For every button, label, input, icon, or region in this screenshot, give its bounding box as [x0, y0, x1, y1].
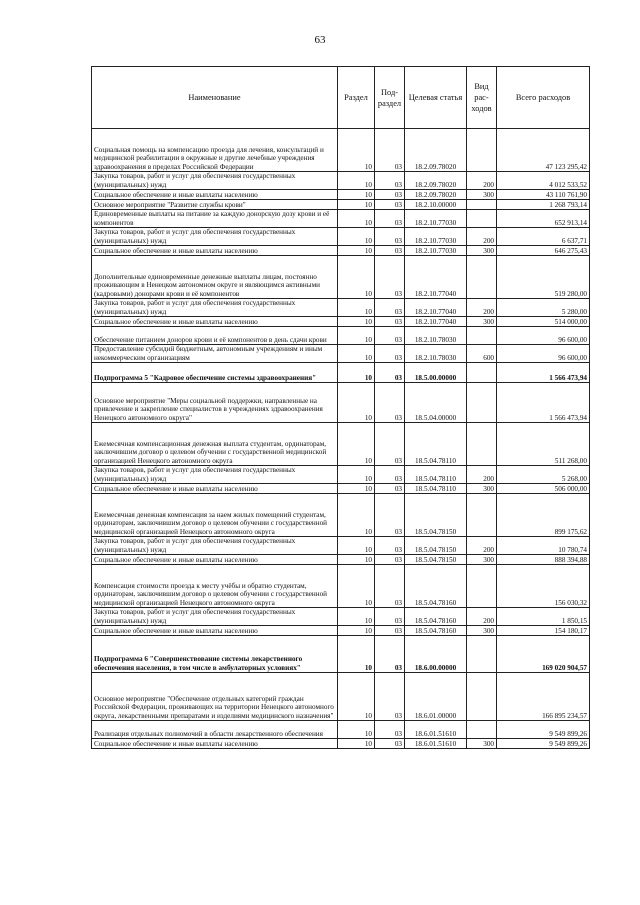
table-row: [92, 190, 590, 200]
cell-subsection: 03: [375, 327, 405, 345]
cell-total: 9 549 899,26: [497, 721, 590, 739]
budget-table: [91, 66, 590, 749]
cell-target: 18.2.10.78030: [405, 345, 467, 363]
cell-subsection: 03: [375, 423, 405, 466]
cell-total: 96 600,00: [497, 345, 590, 363]
cell-total: 506 000,00: [497, 484, 590, 494]
cell-total: 519 280,00: [497, 256, 590, 299]
cell-total: 154 180,17: [497, 626, 590, 636]
cell-subsection: 03: [375, 228, 405, 246]
cell-target: 18.2.10.77030: [405, 246, 467, 256]
cell-total: 899 175,62: [497, 494, 590, 537]
cell-type: 300: [467, 317, 497, 327]
cell-type: [467, 256, 497, 299]
header-name: Наименование: [92, 67, 338, 129]
cell-subsection: 03: [375, 494, 405, 537]
cell-target: 18.6.00.00000: [405, 636, 467, 673]
cell-name: Закупка товаров, работ и услуг для обеспечения государственных (муниципальных) нужд: [92, 299, 338, 317]
cell-name: Подпрограмма 5 "Кадровое обеспечение системы здравоохранения": [92, 363, 338, 383]
table-row: [92, 739, 590, 749]
cell-type: 200: [467, 537, 497, 555]
cell-target: 18.2.10.77040: [405, 299, 467, 317]
cell-target: 18.5.04.00000: [405, 383, 467, 423]
table-row: [92, 383, 590, 423]
cell-type: [467, 494, 497, 537]
cell-name: Социальное обеспечение и иные выплаты населению: [92, 555, 338, 565]
cell-section: 10: [338, 190, 375, 200]
cell-type: 600: [467, 345, 497, 363]
cell-type: [467, 200, 497, 210]
cell-section: 10: [338, 673, 375, 721]
cell-target: 18.2.10.77040: [405, 317, 467, 327]
table-row: [92, 327, 590, 345]
cell-type: 200: [467, 608, 497, 626]
cell-target: 18.2.10.77030: [405, 228, 467, 246]
cell-name: Обеспечение питанием доноров крови и её компонентов в день сдачи крови: [92, 327, 338, 345]
cell-section: 10: [338, 466, 375, 484]
cell-subsection: 03: [375, 636, 405, 673]
cell-target: 18.2.09.78020: [405, 129, 467, 172]
cell-type: 300: [467, 246, 497, 256]
cell-type: [467, 383, 497, 423]
cell-total: 514 000,00: [497, 317, 590, 327]
table-row: [92, 608, 590, 626]
table-row: [92, 423, 590, 466]
table-row: [92, 129, 590, 172]
cell-name: Закупка товаров, работ и услуг для обеспечения государственных (муниципальных) нужд: [92, 608, 338, 626]
cell-type: [467, 210, 497, 228]
cell-section: 10: [338, 363, 375, 383]
table-row: [92, 565, 590, 608]
cell-type: 300: [467, 555, 497, 565]
cell-section: 10: [338, 636, 375, 673]
table-row: [92, 555, 590, 565]
cell-total: 5 280,00: [497, 299, 590, 317]
cell-name: Единовременные выплаты на питание за каждую донорскую дозу крови и её компонентов: [92, 210, 338, 228]
cell-subsection: 03: [375, 345, 405, 363]
cell-name: Закупка товаров, работ и услуг для обеспечения государственных (муниципальных) нужд: [92, 537, 338, 555]
cell-subsection: 03: [375, 256, 405, 299]
table-row: [92, 721, 590, 739]
cell-total: 646 275,43: [497, 246, 590, 256]
cell-total: 47 123 295,42: [497, 129, 590, 172]
cell-section: 10: [338, 210, 375, 228]
cell-section: 10: [338, 739, 375, 749]
cell-target: 18.5.04.78150: [405, 494, 467, 537]
cell-section: 10: [338, 721, 375, 739]
table-row: [92, 228, 590, 246]
table-row: [92, 363, 590, 383]
cell-name: Подпрограмма 6 "Совершенствование системы лекарственного обеспечения населения, в том числе в амбулаторных условиях": [92, 636, 338, 673]
table-row: [92, 172, 590, 190]
header-target: Целевая статья: [405, 67, 467, 129]
cell-target: 18.5.04.78160: [405, 608, 467, 626]
cell-target: 18.6.01.51610: [405, 739, 467, 749]
cell-total: 166 895 234,57: [497, 673, 590, 721]
table-row: [92, 484, 590, 494]
cell-subsection: 03: [375, 317, 405, 327]
cell-section: 10: [338, 555, 375, 565]
cell-target: 18.6.01.00000: [405, 673, 467, 721]
cell-subsection: 03: [375, 363, 405, 383]
table-row: [92, 673, 590, 721]
cell-target: 18.5.00.00000: [405, 363, 467, 383]
table-row: [92, 299, 590, 317]
cell-section: 10: [338, 256, 375, 299]
cell-subsection: 03: [375, 246, 405, 256]
cell-target: 18.6.01.51610: [405, 721, 467, 739]
cell-name: Социальное обеспечение и иные выплаты населению: [92, 484, 338, 494]
cell-name: Закупка товаров, работ и услуг для обеспечения государственных (муниципальных) нужд: [92, 172, 338, 190]
cell-type: 300: [467, 484, 497, 494]
cell-subsection: 03: [375, 200, 405, 210]
table-row: [92, 636, 590, 673]
cell-section: 10: [338, 423, 375, 466]
cell-name: Социальное обеспечение и иные выплаты населению: [92, 739, 338, 749]
cell-section: 10: [338, 608, 375, 626]
cell-total: 4 012 533,52: [497, 172, 590, 190]
cell-type: [467, 327, 497, 345]
cell-subsection: 03: [375, 299, 405, 317]
table-body: [92, 129, 590, 749]
cell-section: 10: [338, 565, 375, 608]
cell-type: [467, 363, 497, 383]
cell-target: 18.2.10.78030: [405, 327, 467, 345]
cell-name: Закупка товаров, работ и услуг для обеспечения государственных (муниципальных) нужд: [92, 228, 338, 246]
cell-total: 10 780,74: [497, 537, 590, 555]
cell-name: Реализация отдельных полномочий в области лекарственного обеспечения: [92, 721, 338, 739]
cell-subsection: 03: [375, 466, 405, 484]
cell-section: 10: [338, 246, 375, 256]
cell-target: 18.5.04.78160: [405, 626, 467, 636]
cell-name: Ежемесячная компенсационная денежная выплата студентам, ординаторам, заключившим договор о целевом обучении с государственной медицинской организацией Ненецкого автономного округа: [92, 423, 338, 466]
cell-target: 18.5.04.78150: [405, 555, 467, 565]
cell-section: 10: [338, 129, 375, 172]
cell-name: Предоставление субсидий бюджетным, автономным учреждениям и иным некоммерческим организациям: [92, 345, 338, 363]
cell-total: 652 913,14: [497, 210, 590, 228]
cell-type: 300: [467, 626, 497, 636]
cell-type: [467, 423, 497, 466]
cell-target: 18.2.09.78020: [405, 190, 467, 200]
table-row: [92, 345, 590, 363]
cell-target: 18.5.04.78110: [405, 423, 467, 466]
cell-type: [467, 636, 497, 673]
cell-type: [467, 673, 497, 721]
cell-type: 200: [467, 466, 497, 484]
cell-type: 300: [467, 739, 497, 749]
cell-type: 300: [467, 190, 497, 200]
cell-section: 10: [338, 626, 375, 636]
table-row: [92, 246, 590, 256]
cell-target: 18.2.10.00000: [405, 200, 467, 210]
header-subsection: Под-раздел: [375, 67, 405, 129]
cell-total: 1 268 793,14: [497, 200, 590, 210]
cell-subsection: 03: [375, 565, 405, 608]
cell-type: 200: [467, 172, 497, 190]
cell-section: 10: [338, 327, 375, 345]
cell-target: 18.5.04.78160: [405, 565, 467, 608]
cell-section: 10: [338, 200, 375, 210]
table-row: [92, 256, 590, 299]
cell-total: 511 268,00: [497, 423, 590, 466]
cell-name: Дополнительные единовременные денежные выплаты лицам, постоянно проживающим в Ненецком автономном округе и являющимся активными (кадровыми) донорами крови и её компонентов: [92, 256, 338, 299]
table-row: [92, 466, 590, 484]
cell-subsection: 03: [375, 721, 405, 739]
table-row: [92, 317, 590, 327]
cell-subsection: 03: [375, 673, 405, 721]
cell-target: 18.2.10.77030: [405, 210, 467, 228]
cell-name: Социальное обеспечение и иные выплаты населению: [92, 317, 338, 327]
cell-subsection: 03: [375, 555, 405, 565]
cell-subsection: 03: [375, 383, 405, 423]
cell-subsection: 03: [375, 190, 405, 200]
cell-name: Основное мероприятие "Развитие службы крови": [92, 200, 338, 210]
table-row: [92, 537, 590, 555]
table-row: [92, 626, 590, 636]
cell-type: 200: [467, 299, 497, 317]
cell-total: 5 268,00: [497, 466, 590, 484]
cell-name: Социальное обеспечение и иные выплаты населению: [92, 246, 338, 256]
cell-total: 888 394,88: [497, 555, 590, 565]
cell-total: 9 549 899,26: [497, 739, 590, 749]
cell-total: 43 110 761,90: [497, 190, 590, 200]
cell-subsection: 03: [375, 739, 405, 749]
cell-name: Компенсация стоимости проезда к месту учёбы и обратно студентам, ординаторам, заключившим договор о целевом обучении с государственной медицинской организацией Ненецкого автономного округа: [92, 565, 338, 608]
cell-subsection: 03: [375, 484, 405, 494]
cell-subsection: 03: [375, 626, 405, 636]
cell-subsection: 03: [375, 608, 405, 626]
cell-section: 10: [338, 537, 375, 555]
cell-name: Социальное обеспечение и иные выплаты населению: [92, 626, 338, 636]
cell-subsection: 03: [375, 172, 405, 190]
cell-total: 1 566 473,94: [497, 383, 590, 423]
page-number: 63: [314, 34, 326, 46]
cell-total: 169 020 904,57: [497, 636, 590, 673]
header-total: Всего расходов: [497, 67, 590, 129]
cell-type: [467, 129, 497, 172]
cell-type: [467, 565, 497, 608]
table-row: [92, 210, 590, 228]
cell-section: 10: [338, 345, 375, 363]
cell-subsection: 03: [375, 129, 405, 172]
cell-section: 10: [338, 383, 375, 423]
cell-subsection: 03: [375, 210, 405, 228]
cell-name: Социальная помощь на компенсацию проезда для лечения, консультаций и медицинской реабилитации в окружные и другие лечебные учреждения здравоохранения в пределах Российской Федерации: [92, 129, 338, 172]
cell-total: 1 566 473,94: [497, 363, 590, 383]
cell-name: Основное мероприятие "Меры социальной поддержки, направленные на привлечение и закрепление специалистов в учреждениях здравоохранения Ненецкого автономного округа": [92, 383, 338, 423]
cell-name: Закупка товаров, работ и услуг для обеспечения государственных (муниципальных) нужд: [92, 466, 338, 484]
cell-name: Основное мероприятие "Обеспечение отдельных категорий граждан Российской Федерации, проживающих на территории Ненецкого автономного округа, лекарственными препаратами и изделиями медицинского назначения": [92, 673, 338, 721]
cell-target: 18.5.04.78150: [405, 537, 467, 555]
cell-section: 10: [338, 299, 375, 317]
table-row: [92, 494, 590, 537]
cell-subsection: 03: [375, 537, 405, 555]
cell-total: 156 030,32: [497, 565, 590, 608]
cell-name: Социальное обеспечение и иные выплаты населению: [92, 190, 338, 200]
cell-target: 18.2.10.77040: [405, 256, 467, 299]
header-section: Раздел: [338, 67, 375, 129]
cell-type: [467, 721, 497, 739]
cell-section: 10: [338, 484, 375, 494]
cell-section: 10: [338, 494, 375, 537]
cell-section: 10: [338, 228, 375, 246]
cell-name: Ежемесячная денежная компенсация за наем жилых помещений студентам, ординаторам, заключившим договор о целевом обучении с государственной медицинской организацией Ненецкого автономного округа: [92, 494, 338, 537]
cell-total: 1 850,15: [497, 608, 590, 626]
cell-target: 18.5.04.78110: [405, 484, 467, 494]
cell-total: 6 637,71: [497, 228, 590, 246]
cell-target: 18.5.04.78110: [405, 466, 467, 484]
cell-type: 200: [467, 228, 497, 246]
header-type: Вид рас-ходов: [467, 67, 497, 129]
cell-target: 18.2.09.78020: [405, 172, 467, 190]
cell-section: 10: [338, 317, 375, 327]
cell-section: 10: [338, 172, 375, 190]
table-header-row: [92, 67, 590, 129]
cell-total: 96 600,00: [497, 327, 590, 345]
table-row: [92, 200, 590, 210]
